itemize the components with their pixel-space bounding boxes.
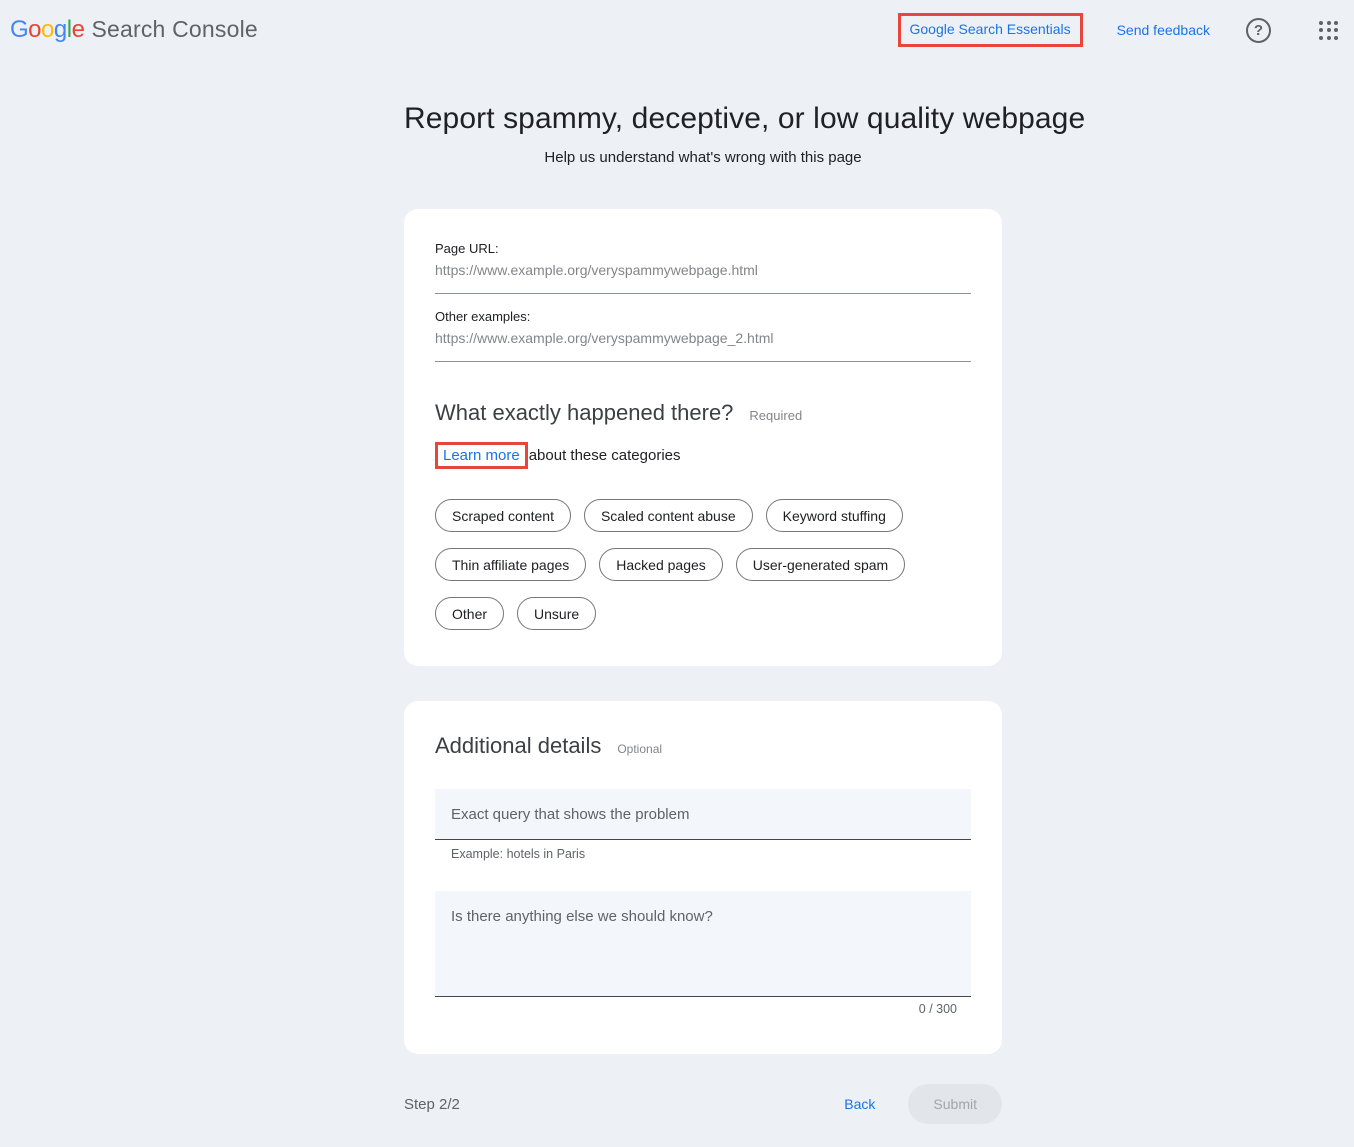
character-counter: 0 / 300 [918,1002,957,1016]
help-icon[interactable] [1246,18,1271,43]
other-examples-input[interactable] [435,330,971,346]
page-url-label: Page URL: [435,241,499,256]
notes-field [435,891,971,997]
chip-scaled-content-abuse[interactable]: Scaled content abuse [584,499,753,532]
logo-letter: l [66,16,72,43]
annotation-box-essentials [898,13,1083,47]
question-heading: What exactly happened there? [435,400,734,425]
other-examples-input-wrap [435,330,971,362]
details-heading: Additional details [435,733,602,758]
chip-unsure[interactable]: Unsure [517,597,596,630]
wizard-footer [404,1084,1002,1124]
page-header [404,102,1086,166]
learn-more-link[interactable]: Learn more [443,447,520,464]
chip-thin-affiliate-pages[interactable]: Thin affiliate pages [435,548,586,581]
google-search-console-logo [10,16,258,44]
chip-other[interactable]: Other [435,597,504,630]
exact-query-input[interactable] [451,806,955,823]
page-title: Report spammy, deceptive, or low quality webpage [404,102,1086,135]
details-heading-row [435,733,971,759]
report-card [404,209,1002,666]
footer-actions [844,1084,1002,1124]
apps-grid-icon[interactable] [1319,21,1338,40]
top-bar [0,0,1354,60]
page-url-input[interactable] [435,262,971,278]
chip-keyword-stuffing[interactable]: Keyword stuffing [766,499,903,532]
required-badge: Required [749,408,803,423]
google-search-essentials-link[interactable]: Google Search Essentials [909,21,1071,37]
logo-letter: o [28,16,42,43]
chip-hacked-pages[interactable]: Hacked pages [599,548,723,581]
back-button[interactable]: Back [844,1096,876,1112]
logo-letter: G [10,16,29,43]
additional-details-card [404,701,1002,1054]
send-feedback-link[interactable]: Send feedback [1116,22,1210,38]
logo-letter: e [71,16,85,43]
annotation-box-learn-more [435,442,528,469]
exact-query-field [435,789,971,840]
question-mark-glyph: ? [1253,21,1264,39]
page-subtitle: Help us understand what's wrong with this page [544,149,862,166]
page-url-field [435,241,971,294]
other-examples-field [435,309,971,362]
learn-more-suffix-text: about these categories [528,447,681,464]
logo-product-name: Search Console [91,16,258,42]
top-bar-actions [898,13,1345,47]
other-examples-label: Other examples: [435,309,531,324]
question-heading-row [435,400,971,426]
page-url-input-wrap [435,262,971,294]
category-chips [435,499,971,630]
submit-button[interactable]: Submit [908,1084,1002,1124]
notes-textarea[interactable] [435,891,971,996]
chip-user-generated-spam[interactable]: User-generated spam [736,548,905,581]
optional-badge: Optional [617,742,663,756]
logo-letter: o [41,16,54,43]
query-example-hint: Example: hotels in Paris [451,847,586,861]
chip-scraped-content[interactable]: Scraped content [435,499,571,532]
learn-more-row [435,442,971,469]
logo-letter: g [53,16,67,43]
step-indicator: Step 2/2 [404,1095,460,1113]
